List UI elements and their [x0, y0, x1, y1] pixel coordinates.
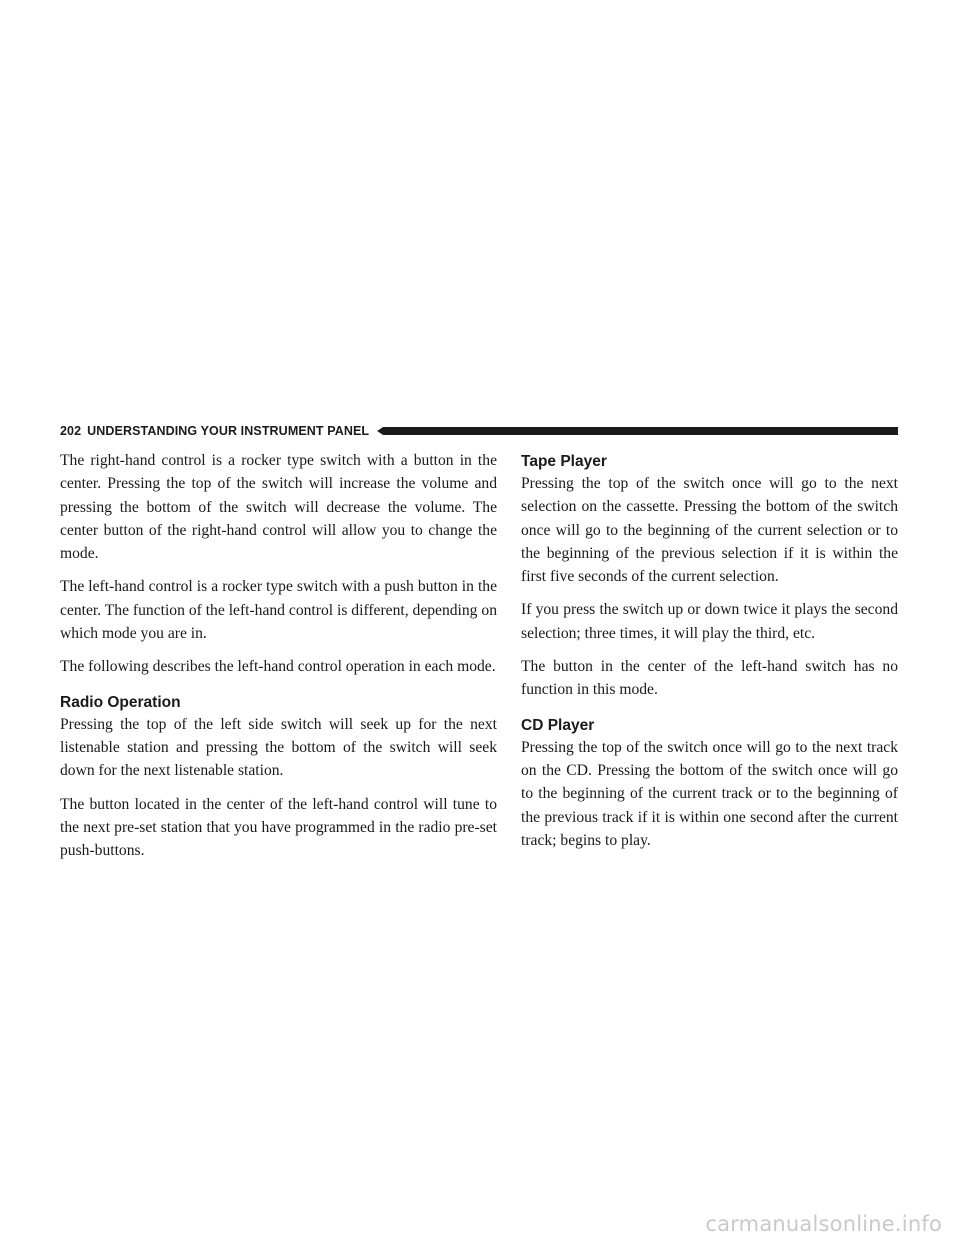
watermark-text: carmanualsonline.info — [705, 1212, 942, 1236]
paragraph-tape-center-button: The button in the center of the left-hand switch has no function in this mode. — [521, 658, 898, 699]
right-column — [521, 449, 898, 862]
paragraph-radio-preset: The button located in the center of the left-hand control will tune to the next pre-set station that you have programmed in the radio pre-set push-buttons. — [60, 795, 497, 860]
header-rule — [377, 427, 898, 435]
paragraph-tape-selection: Pressing the top of the switch once will go to the next selection on the cassette. Pressing the bottom of the switch once will go to the beginning of the current selection or to the beginning of the previous selection if it is within the first five seconds of the current selection. — [521, 475, 898, 586]
paragraph-cd-track: Pressing the top of the switch once will go to the next track on the CD. Pressing the bottom of the switch once will go to the beginning of the current track or to the beginning of the previous track if it is within one second after the current track; begins to play. — [521, 738, 898, 849]
heading-radio-operation: Radio Operation — [60, 693, 181, 711]
section-title: UNDERSTANDING YOUR INSTRUMENT PANEL — [87, 424, 370, 438]
page-number: 202 — [60, 424, 82, 438]
paragraph-mode-intro: The following describes the left-hand control operation in each mode. — [60, 658, 496, 676]
paragraph-radio-seek: Pressing the top of the left side switch will seek up for the next listenable station and pressing the bottom of the switch will seek down for the next listenable station. — [60, 715, 497, 780]
heading-tape-player: Tape Player — [521, 453, 607, 470]
paragraph-tape-twice: If you press the switch up or down twice it plays the second selection; three times, it will play the third, etc. — [521, 601, 898, 642]
paragraph-left-hand-control: The left-hand control is a rocker type switch with a push button in the center. The function of the left-hand control is different, depending on which mode you are in. — [60, 578, 497, 643]
heading-cd-player: CD Player — [521, 716, 595, 734]
left-column — [60, 449, 497, 872]
paragraph-right-hand-control: The right-hand control is a rocker type switch with a button in the center. Pressing the top of the switch will increase the volume and pressing the bottom of the switch will decrease the volume. The center button of the right-hand control will allow you to change the mode. — [60, 452, 497, 563]
page-header — [60, 421, 898, 441]
